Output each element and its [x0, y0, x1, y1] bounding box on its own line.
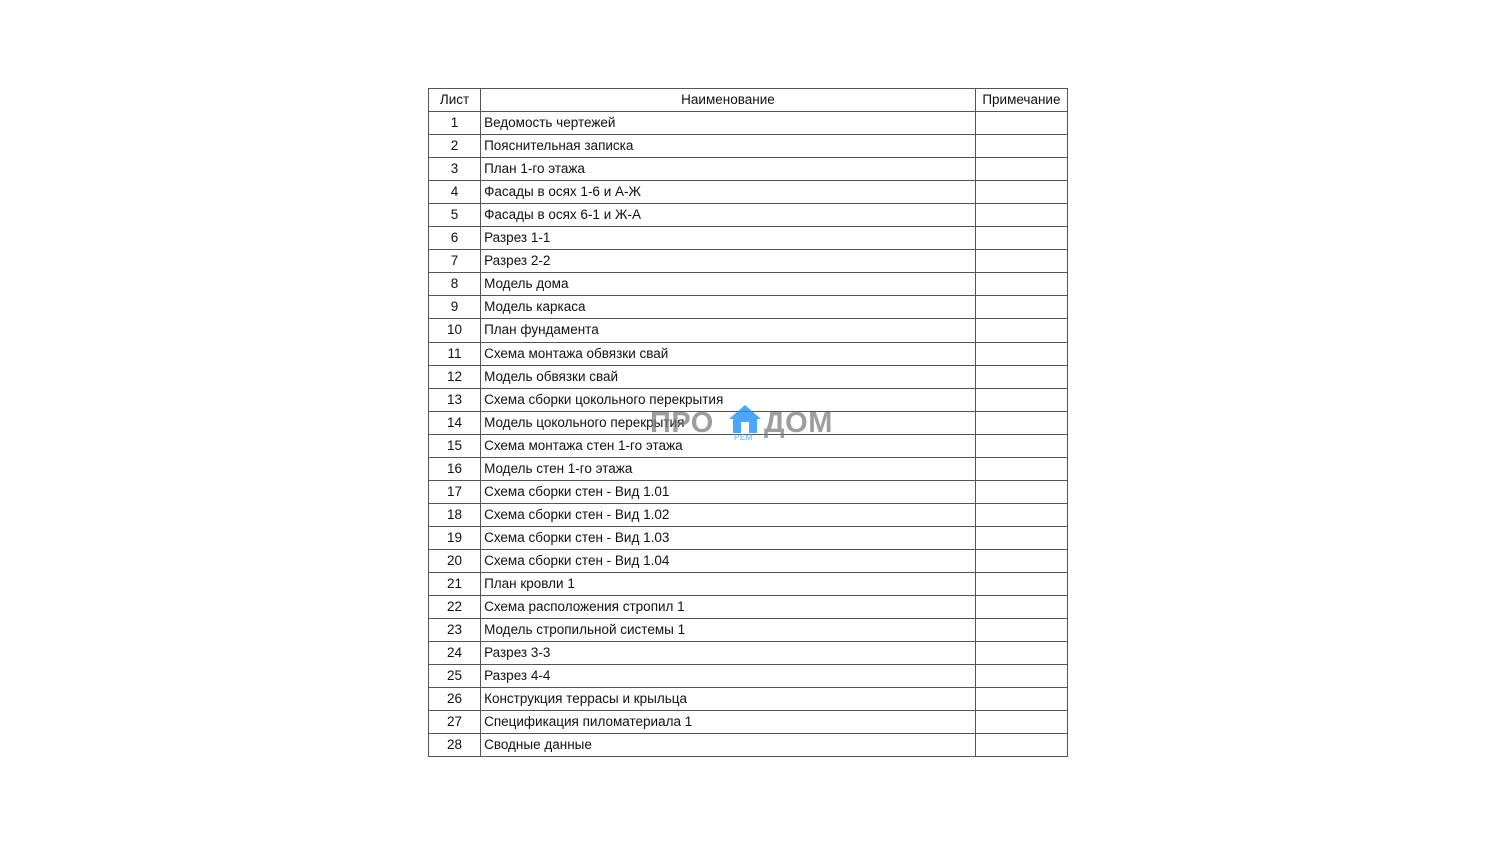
sheet-note-cell: [975, 480, 1067, 503]
sheet-note-cell: [975, 296, 1067, 319]
sheet-number-cell: 24: [429, 642, 481, 665]
table-header: [429, 89, 1068, 112]
sheet-note-cell: [975, 250, 1067, 273]
sheet-name-cell: Модель цокольного перекрытия: [481, 411, 976, 434]
sheet-name-cell: Спецификация пиломатериала 1: [481, 711, 976, 734]
sheet-name-cell: Модель обвязки свай: [481, 365, 976, 388]
sheet-number-cell: 16: [429, 457, 481, 480]
sheet-note-cell: [975, 619, 1067, 642]
sheet-name-cell: Схема сборки стен - Вид 1.04: [481, 549, 976, 572]
table-row: [429, 711, 1068, 734]
sheet-note-cell: [975, 734, 1067, 757]
table-row: [429, 665, 1068, 688]
sheet-note-cell: [975, 572, 1067, 595]
sheet-note-cell: [975, 135, 1067, 158]
sheet-note-cell: [975, 411, 1067, 434]
table-row: [429, 572, 1068, 595]
sheet-number-cell: 28: [429, 734, 481, 757]
sheet-number-cell: 21: [429, 572, 481, 595]
sheet-note-cell: [975, 549, 1067, 572]
header-note: Примечание: [975, 89, 1067, 112]
table-row: [429, 296, 1068, 319]
sheet-number-cell: 3: [429, 158, 481, 181]
table-row: [429, 181, 1068, 204]
sheet-name-cell: План 1-го этажа: [481, 158, 976, 181]
sheet-name-cell: План кровли 1: [481, 572, 976, 595]
header-name: Наименование: [481, 89, 976, 112]
watermark-left-text: ПРО: [650, 407, 714, 439]
sheet-note-cell: [975, 273, 1067, 296]
table-row: [429, 596, 1068, 619]
sheet-name-cell: Схема сборки стен - Вид 1.03: [481, 526, 976, 549]
sheet-number-cell: 10: [429, 319, 481, 342]
sheet-name-cell: Схема сборки цокольного перекрытия: [481, 388, 976, 411]
table-row: [429, 549, 1068, 572]
sheet-name-cell: Разрез 2-2: [481, 250, 976, 273]
sheet-name-cell: Разрез 3-3: [481, 642, 976, 665]
table-row: [429, 480, 1068, 503]
table-row: [429, 158, 1068, 181]
table-row: [429, 342, 1068, 365]
table-row: [429, 434, 1068, 457]
table-row: [429, 457, 1068, 480]
header-sheet: Лист: [429, 89, 481, 112]
sheet-number-cell: 22: [429, 596, 481, 619]
sheet-number-cell: 12: [429, 365, 481, 388]
sheet-note-cell: [975, 457, 1067, 480]
sheet-name-cell: Схема сборки стен - Вид 1.02: [481, 503, 976, 526]
table-row: [429, 365, 1068, 388]
sheet-number-cell: 8: [429, 273, 481, 296]
watermark-sub-text: РЕМ: [734, 433, 753, 442]
table-row: [429, 734, 1068, 757]
sheet-number-cell: 18: [429, 503, 481, 526]
sheet-note-cell: [975, 434, 1067, 457]
drawings-list-table: [428, 88, 1068, 757]
sheet-note-cell: [975, 526, 1067, 549]
sheet-name-cell: Разрез 1-1: [481, 227, 976, 250]
table-row: [429, 273, 1068, 296]
sheet-name-cell: Модель стропильной системы 1: [481, 619, 976, 642]
table-row: [429, 388, 1068, 411]
table-row: [429, 526, 1068, 549]
sheet-number-cell: 25: [429, 665, 481, 688]
sheet-number-cell: 15: [429, 434, 481, 457]
sheet-number-cell: 4: [429, 181, 481, 204]
sheet-name-cell: Схема расположения стропил 1: [481, 596, 976, 619]
sheet-note-cell: [975, 158, 1067, 181]
sheet-number-cell: 17: [429, 480, 481, 503]
table-row: [429, 619, 1068, 642]
sheet-number-cell: 7: [429, 250, 481, 273]
sheet-note-cell: [975, 204, 1067, 227]
sheet-name-cell: Схема сборки стен - Вид 1.01: [481, 480, 976, 503]
sheet-note-cell: [975, 503, 1067, 526]
sheet-name-cell: Фасады в осях 6-1 и Ж-А: [481, 204, 976, 227]
sheet-name-cell: Схема монтажа обвязки свай: [481, 342, 976, 365]
table-row: [429, 112, 1068, 135]
watermark-right-text: ДОМ: [764, 407, 833, 439]
sheet-number-cell: 5: [429, 204, 481, 227]
table-row: [429, 642, 1068, 665]
sheet-name-cell: Разрез 4-4: [481, 665, 976, 688]
sheet-number-cell: 6: [429, 227, 481, 250]
sheet-name-cell: Конструкция террасы и крыльца: [481, 688, 976, 711]
sheet-note-cell: [975, 642, 1067, 665]
sheet-name-cell: Схема монтажа стен 1-го этажа: [481, 434, 976, 457]
sheet-number-cell: 14: [429, 411, 481, 434]
sheet-number-cell: 20: [429, 549, 481, 572]
table-row: [429, 503, 1068, 526]
header-row: [429, 89, 1068, 112]
table-row: [429, 227, 1068, 250]
sheet-name-cell: Пояснительная записка: [481, 135, 976, 158]
sheet-note-cell: [975, 665, 1067, 688]
table-row: [429, 250, 1068, 273]
sheet-note-cell: [975, 596, 1067, 619]
sheet-name-cell: Ведомость чертежей: [481, 112, 976, 135]
sheet-note-cell: [975, 388, 1067, 411]
sheet-number-cell: 11: [429, 342, 481, 365]
table-row: [429, 688, 1068, 711]
sheet-note-cell: [975, 181, 1067, 204]
sheet-name-cell: Фасады в осях 1-6 и А-Ж: [481, 181, 976, 204]
sheet-name-cell: Модель дома: [481, 273, 976, 296]
sheet-number-cell: 2: [429, 135, 481, 158]
sheet-note-cell: [975, 227, 1067, 250]
table-row: [429, 135, 1068, 158]
sheet-note-cell: [975, 365, 1067, 388]
sheet-number-cell: 9: [429, 296, 481, 319]
table-row: [429, 204, 1068, 227]
table-body: [429, 112, 1068, 757]
sheet-number-cell: 27: [429, 711, 481, 734]
sheet-number-cell: 26: [429, 688, 481, 711]
sheet-name-cell: Модель каркаса: [481, 296, 976, 319]
sheet-number-cell: 1: [429, 112, 481, 135]
sheet-note-cell: [975, 112, 1067, 135]
table-row: [429, 411, 1068, 434]
sheet-note-cell: [975, 711, 1067, 734]
sheet-name-cell: План фундамента: [481, 319, 976, 342]
sheet-note-cell: [975, 688, 1067, 711]
sheet-name-cell: Сводные данные: [481, 734, 976, 757]
sheet-number-cell: 13: [429, 388, 481, 411]
sheet-number-cell: 23: [429, 619, 481, 642]
sheet-name-cell: Модель стен 1-го этажа: [481, 457, 976, 480]
sheet-number-cell: 19: [429, 526, 481, 549]
table-row: [429, 319, 1068, 342]
sheet-note-cell: [975, 342, 1067, 365]
sheet-note-cell: [975, 319, 1067, 342]
